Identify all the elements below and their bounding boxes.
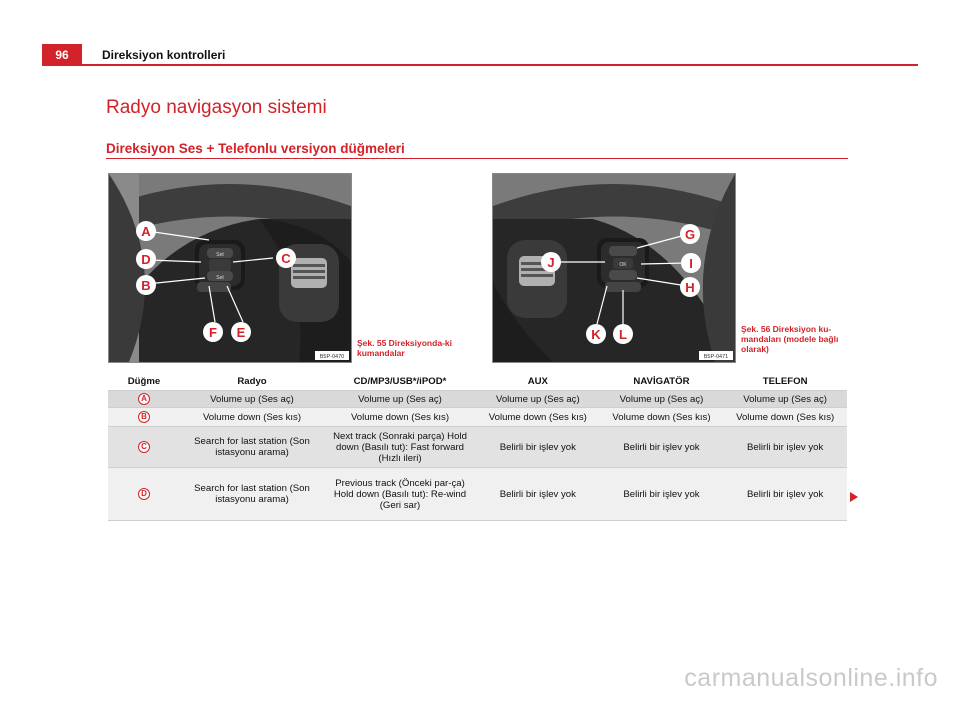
- svg-text:A: A: [141, 224, 151, 239]
- steering-wheel-right-image: [493, 174, 735, 362]
- set-down-label: Set: [216, 275, 224, 281]
- table-cell: Belirli bir işlev yok: [476, 427, 600, 468]
- sub-title: Direksiyon Ses + Telefonlu versiyon düğmeleri: [106, 141, 405, 156]
- svg-text:C: C: [281, 251, 291, 266]
- table-cell: Previous track (Önceki par-ça) Hold down (Basılı tut): Re-wind (Geri sar): [324, 468, 476, 521]
- svg-text:F: F: [209, 325, 217, 340]
- table-row: [108, 468, 847, 521]
- figure-caption-1: Şek. 55 Direksiyonda-ki kumandalar: [357, 338, 452, 358]
- controls-table: [108, 373, 847, 521]
- header-navigator: NAVİGATÖR: [600, 373, 724, 391]
- page-number: 96: [42, 44, 82, 66]
- table-cell: Next track (Sonraki parça) Hold down (Basılı tut): Fast forward (Hızlı ileri): [324, 427, 476, 468]
- figure-caption-2: Şek. 56 Direksiyon ku-mandaları (modele bağlı olarak): [741, 324, 839, 354]
- sub-title-rule: [106, 158, 848, 159]
- table-cell: Volume down (Ses kıs): [324, 408, 476, 427]
- svg-text:H: H: [685, 280, 695, 295]
- key-badge: A: [138, 393, 150, 405]
- table-cell: Search for last station (Son istasyonu arama): [180, 427, 324, 468]
- table-cell: Volume up (Ses aç): [324, 391, 476, 408]
- header-dugme: Düğme: [108, 373, 180, 391]
- table-cell: Volume down (Ses kıs): [476, 408, 600, 427]
- svg-text:D: D: [141, 252, 151, 267]
- svg-text:K: K: [591, 327, 601, 342]
- table-cell: Search for last station (Son istasyonu arama): [180, 468, 324, 521]
- table-cell: Volume down (Ses kıs): [180, 408, 324, 427]
- steering-wheel-left-image: [109, 174, 351, 362]
- key-badge: D: [138, 488, 150, 500]
- continue-arrow-icon: [850, 492, 858, 502]
- table-cell: Volume up (Ses aç): [600, 391, 724, 408]
- watermark: carmanualsonline.info: [684, 664, 938, 692]
- table-row: [108, 427, 847, 468]
- ok-label: OK: [619, 262, 627, 268]
- svg-text:G: G: [684, 227, 696, 242]
- table-cell: Volume up (Ses aç): [476, 391, 600, 408]
- set-up-label: Set: [216, 252, 224, 258]
- header-radyo: Radyo: [180, 373, 324, 391]
- key-cell: [108, 391, 180, 408]
- table-row: [108, 408, 847, 427]
- key-cell: [108, 468, 180, 521]
- key-cell: [108, 408, 180, 427]
- header-rule: [82, 64, 918, 66]
- table-cell: Belirli bir işlev yok: [600, 427, 724, 468]
- header-telefon: TELEFON: [723, 373, 847, 391]
- svg-text:B: B: [141, 278, 151, 293]
- svg-text:J: J: [547, 255, 555, 270]
- table-cell: Volume down (Ses kıs): [600, 408, 724, 427]
- section-title: Radyo navigasyon sistemi: [106, 97, 327, 118]
- header-cd: CD/MP3/USB*/iPOD*: [324, 373, 476, 391]
- svg-text:E: E: [236, 325, 246, 340]
- table-cell: Volume up (Ses aç): [180, 391, 324, 408]
- key-badge: C: [138, 441, 150, 453]
- header-aux: AUX: [476, 373, 600, 391]
- table-cell: Volume down (Ses kıs): [723, 408, 847, 427]
- table-cell: Volume up (Ses aç): [723, 391, 847, 408]
- figure-ref-2: B5P-0471: [703, 354, 729, 360]
- key-badge: B: [138, 411, 150, 423]
- table-row: [108, 391, 847, 408]
- table-header-row: [108, 373, 847, 391]
- svg-text:I: I: [689, 256, 693, 271]
- figure-steering-left: [108, 173, 352, 363]
- svg-text:L: L: [619, 327, 627, 342]
- figure-ref-1: B5P-0470: [319, 354, 345, 360]
- table-cell: Belirli bir işlev yok: [723, 468, 847, 521]
- table-cell: Belirli bir işlev yok: [723, 427, 847, 468]
- table-cell: Belirli bir işlev yok: [476, 468, 600, 521]
- table-cell: Belirli bir işlev yok: [600, 468, 724, 521]
- key-cell: [108, 427, 180, 468]
- figure-steering-right: [492, 173, 736, 363]
- running-title: Direksiyon kontrolleri: [102, 48, 226, 62]
